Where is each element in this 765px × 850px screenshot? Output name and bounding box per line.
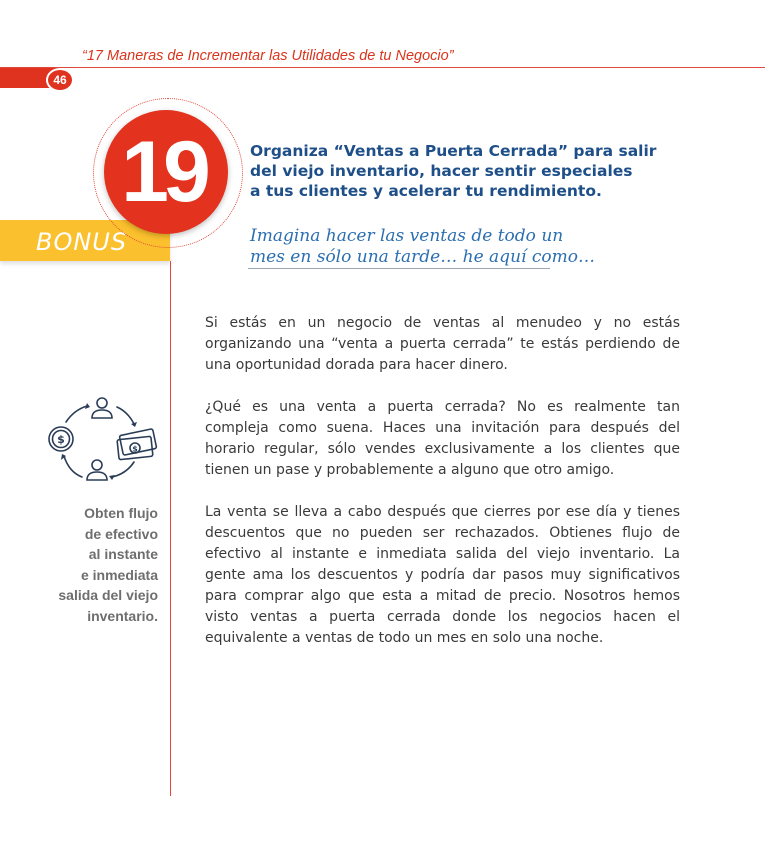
- caption-line: salida del viejo: [58, 587, 158, 603]
- body-paragraph: Si estás en un negocio de ventas al menudeo y no estás organizando una “venta a puerta cerrada” te estás perdiendo de una oportunidad dorada para hacer dinero.: [205, 315, 680, 373]
- title-line: a tus clientes y acelerar tu rendimiento.: [250, 182, 602, 200]
- bonus-number-badge: [104, 110, 228, 234]
- svg-text:$: $: [132, 444, 138, 454]
- cash-flow-cycle-icon: [42, 392, 162, 492]
- page-number: 46: [46, 68, 74, 92]
- svg-text:$: $: [57, 433, 65, 446]
- subtitle-line: Imagina hacer las ventas de todo un: [250, 226, 564, 246]
- title-line: del viejo inventario, hacer sentir especiales: [250, 162, 633, 180]
- caption-line: de efectivo: [84, 525, 158, 542]
- sidebar-caption: [40, 503, 158, 626]
- bonus-number: 19: [121, 123, 205, 220]
- body-paragraph: La venta se lleva a cabo después que cierres por ese día y tienes descuentos que no pueden ser rechazados. Obtienes flujo de efectivo al instante e inmediata salida del viejo inventario. La gente ama los descuentos y podría dar pasos muy significativos para comprar algo que esta a mitad de precio. Nosotros hemos visto ventas a puerta cerrada donde los negocios hacen el equivalente a ventas de todo un mes en solo una noche.: [205, 504, 680, 646]
- body-text: [205, 313, 680, 670]
- caption-line: Obten flujo: [84, 505, 158, 521]
- section-subtitle: [250, 226, 595, 268]
- caption-line: e inmediata: [80, 566, 158, 583]
- book-title: “17 Maneras de Incrementar las Utilidades de tu Negocio”: [82, 48, 454, 64]
- subtitle-underline: [248, 268, 550, 269]
- header-rule: [0, 67, 765, 68]
- section-title: [250, 141, 657, 201]
- title-line: Organiza “Ventas a Puerta Cerrada” para salir: [250, 142, 657, 160]
- bonus-label: BONUS: [36, 228, 128, 256]
- caption-line: al instante: [88, 546, 158, 562]
- caption-line: inventario.: [87, 607, 158, 624]
- subtitle-line: mes en sólo una tarde… he aquí como…: [250, 247, 595, 267]
- body-paragraph: ¿Qué es una venta a puerta cerrada? No es realmente tan compleja como suena. Haces una invitación para después del horario regular, sólo vendes exclusivamente a los clientes que tienen un pase y probablemente a alguno que otro amigo.: [205, 399, 680, 478]
- column-divider: [170, 261, 171, 796]
